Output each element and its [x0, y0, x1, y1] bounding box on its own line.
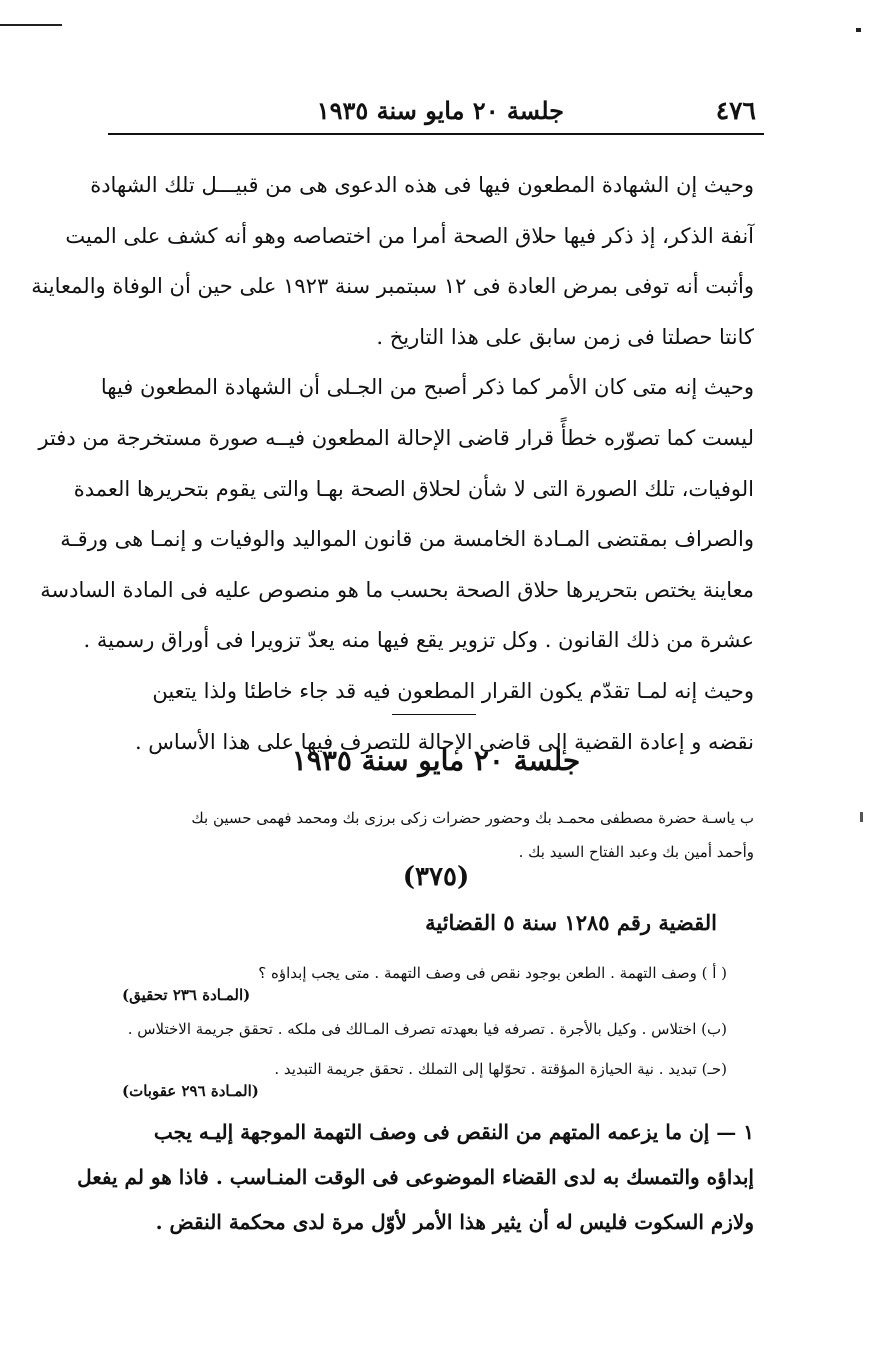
body-line: وحيث إن الشهادة المطعون فيها فى هذه الدعوى هى من قبيـــل تلك الشهادة [90, 173, 754, 197]
body-line: عشرة من ذلك القانون . وكل تزوير يقع فيها منه يعدّ تزويرا فى أوراق رسمية . [83, 628, 754, 653]
article-reference: (المـادة ٢٣٦ تحقيق) [122, 986, 251, 1004]
body-line: آنفة الذكر، إذ ذكر فيها حلاق الصحة أمرا من اختصاصه وهو أنه كشف على الميت [65, 223, 754, 248]
article-reference: (المـادة ٢٩٦ عقوبات) [122, 1082, 259, 1100]
section-divider [392, 714, 476, 715]
principle-line: إبداؤه والتمسك به لدى القضاء الموضوعى فى الوقت المنـاسب . فاذا هو لم يفعل [77, 1165, 754, 1189]
principle-text [77, 1110, 754, 1245]
running-title: جلسة ٢٠ مايو سنة ١٩٣٥ [316, 96, 564, 125]
case-number: (٣٧٥) [402, 862, 470, 892]
body-line: وحيث إنه متى كان الأمر كما ذكر أصبح من الجـلى أن الشهادة المطعون فيها [100, 375, 754, 400]
principle-line: ولازم السكوت فليس له أن يثير هذا الأمر لأوّل مرة لدى محكمة النقض . [155, 1210, 754, 1234]
members-line: ب ياسـة حضرة مصطفى محمـد بك وحضور حضرات زكى برزى بك ومحمد فهمى حسين بك [191, 809, 754, 827]
summary-item [112, 1054, 727, 1084]
summary-item [112, 1014, 727, 1044]
members-line: وأحمد أمين بك وعبد الفتاح السيد بك . [518, 843, 754, 861]
body-line: نقضه و إعادة القضية إلى قاضى الإحالة للتصرف فيها على هذا الأساس . [134, 729, 754, 754]
page-header [108, 92, 764, 134]
body-line: كانتا حصلتا فى زمن سابق على هذا التاريخ . [376, 324, 754, 349]
principle-line: ١ — إن ما يزعمه المتهم من النقص فى وصف التهمة الموجهة إليـه يجب [153, 1120, 754, 1144]
body-line: وأثبت أنه توفى بمرض العادة فى ١٢ سبتمبر سنة ١٩٢٣ على حين أن الوفاة والمعاينة [31, 274, 754, 299]
summary-text: ( أ ) وصف التهمة . الطعن بوجود نقص فى وصف التهمة . متى يجب إبداؤه ؟ [258, 964, 727, 982]
scan-side-mark [860, 812, 863, 822]
session-members [112, 801, 754, 869]
scan-edge-mark [0, 24, 62, 26]
scan-dot-mark [856, 28, 861, 32]
body-line: والصراف بمقتضى المـادة الخامسة من قانون المواليد والوفيات و إنمـا هى ورقـة [60, 527, 754, 552]
session-title: جلسة ٢٠ مايو سنة ١٩٣٥ [291, 744, 581, 777]
body-line: وحيث إنه لمـا تقدّم يكون القرار المطعون فيه قد جاء خاطئا ولذا يتعين [152, 678, 754, 703]
page-number: ٤٧٦ [715, 96, 756, 125]
summary-text: (حـ) تبديد . نية الحيازة المؤقتة . تحوّلها إلى التملك . تحقق جريمة التبديد . [274, 1060, 727, 1078]
body-line: ليست كما تصوّره خطأً قرار قاضى الإحالة المطعون فيــه صورة مستخرجة من دفتر [38, 425, 754, 450]
body-line: الوفيات، تلك الصورة التى لا شأن لحلاق الصحة بهـا والتى يقوم بتحريرها العمدة [73, 476, 754, 501]
summary-item [112, 958, 727, 988]
header-rule [108, 133, 764, 135]
case-reference: القضية رقم ١٢٨٥ سنة ٥ القضائية [425, 910, 717, 935]
body-line: معاينة يختص بتحريرها حلاق الصحة بحسب ما هو منصوص عليه فى المادة السادسة [40, 577, 754, 602]
body-text [31, 160, 754, 767]
summary-text: (ب) اختلاس . وكيل بالأجرة . تصرفه فيا بعهدته تصرف المـالك فى ملكه . تحقق جريمة الاختلاس . [127, 1020, 727, 1038]
